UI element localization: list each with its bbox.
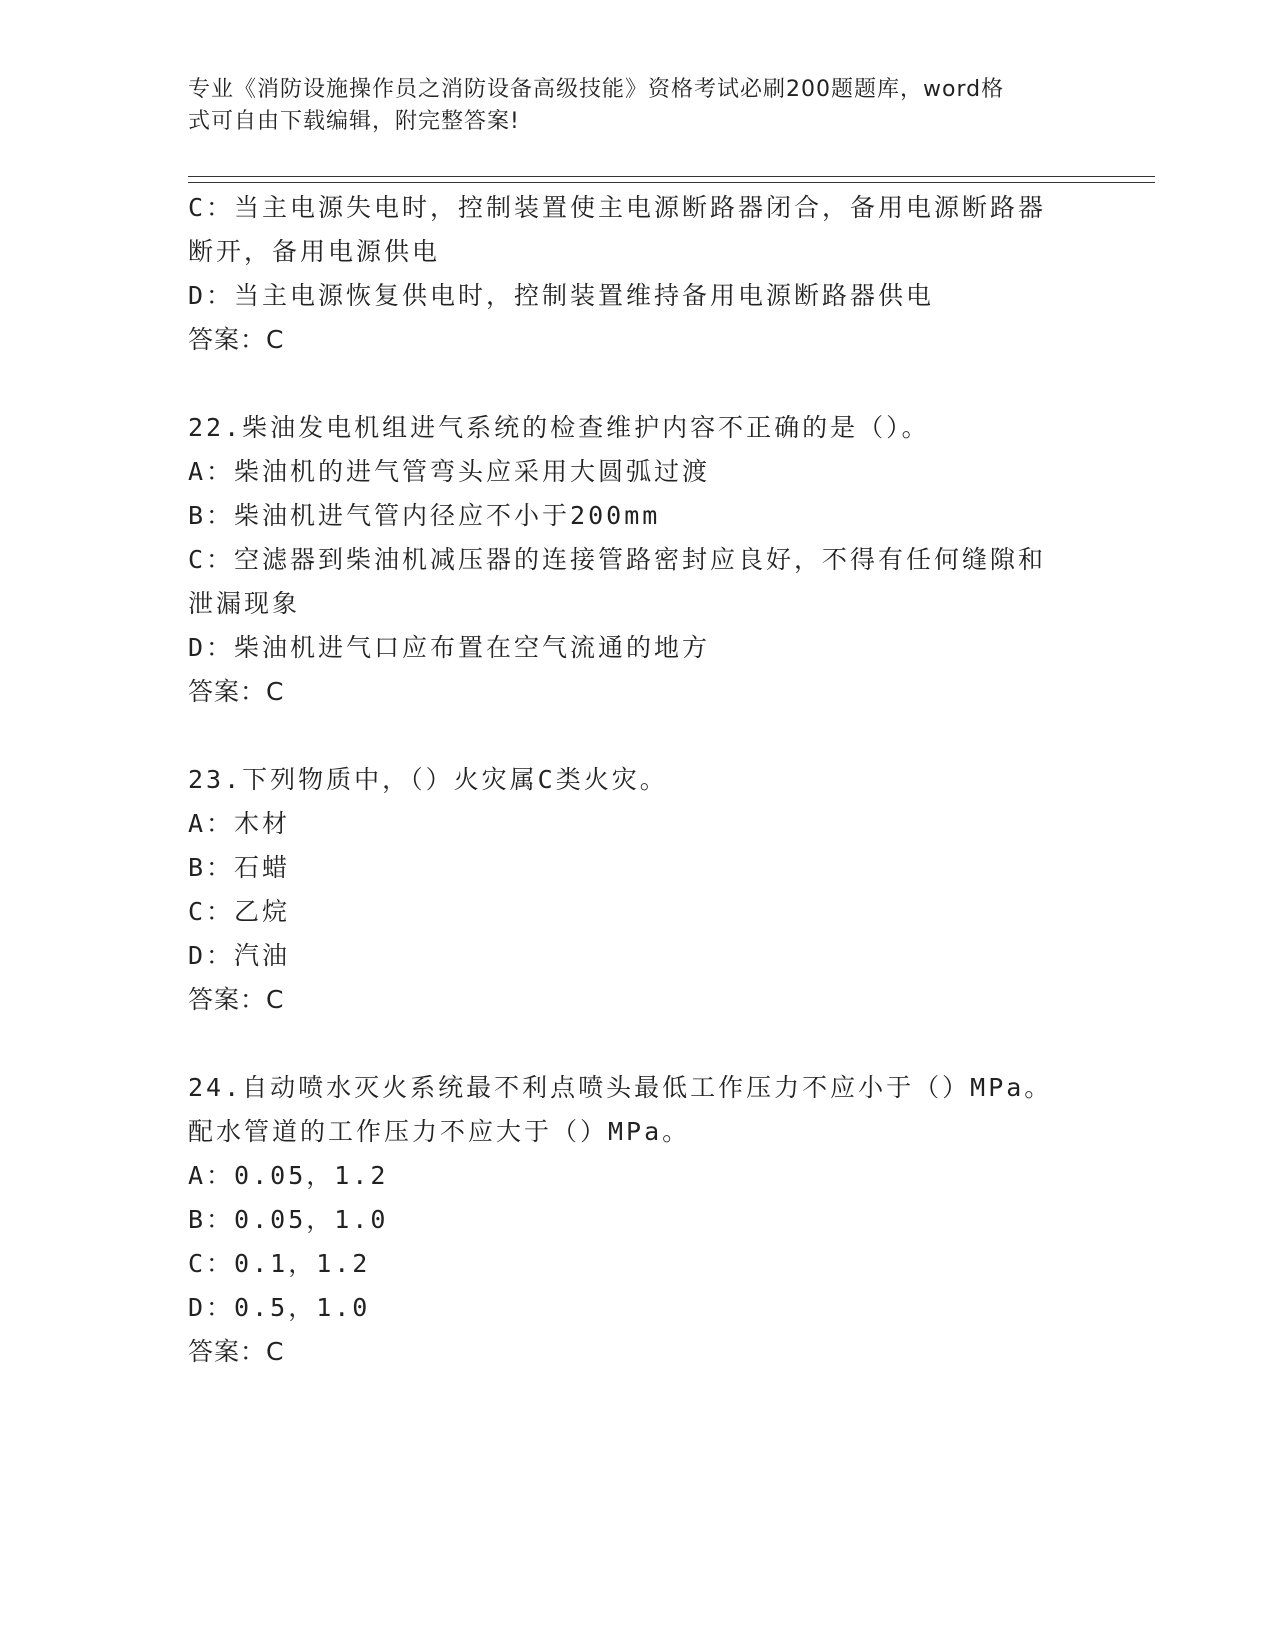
document-header: [188, 74, 1068, 138]
q22-option-d: D：柴油机进气口应布置在空气流通的地方: [188, 633, 711, 662]
q24-option-d: D：0.5，1.0: [188, 1293, 371, 1322]
q24-answer: 答案：C: [188, 1337, 285, 1366]
header-line-2: 式可自由下载编辑，附完整答案!: [188, 109, 520, 134]
q21-option-c-line-2: 断开，备用电源供电: [188, 237, 441, 266]
q24-option-a: A：0.05，1.2: [188, 1161, 389, 1190]
q22-option-a: A：柴油机的进气管弯头应采用大圆弧过渡: [188, 457, 711, 486]
q21-answer: 答案：C: [188, 325, 285, 354]
q22-option-c-line-1: C：空滤器到柴油机减压器的连接管路密封应良好，不得有任何缝隙和: [188, 545, 1047, 574]
q22-option-c-line-2: 泄漏现象: [188, 589, 301, 618]
q21-option-c-line-1: C：当主电源失电时，控制装置使主电源断路器闭合，备用电源断路器: [188, 193, 1047, 222]
q23-option-a: A：木材: [188, 809, 291, 838]
header-rule-top: [188, 176, 1155, 177]
q23-option-d: D：汽油: [188, 941, 291, 970]
q24-option-b: B：0.05，1.0: [188, 1205, 389, 1234]
q22-question: 22.柴油发电机组进气系统的检查维护内容不正确的是（）。: [188, 413, 930, 442]
q21-option-d: D：当主电源恢复供电时，控制装置维持备用电源断路器供电: [188, 281, 935, 310]
q23-option-b: B：石蜡: [188, 853, 291, 882]
q24-question-line-1: 24.自动喷水灭火系统最不利点喷头最低工作压力不应小于（）MPa。: [188, 1073, 1053, 1102]
q23-answer: 答案：C: [188, 985, 285, 1014]
q24-option-c: C：0.1，1.2: [188, 1249, 371, 1278]
q23-question: 23.下列物质中，（）火灾属C类火灾。: [188, 765, 668, 794]
q22-option-b: B：柴油机进气管内径应不小于200mm: [188, 501, 661, 530]
q24-question-line-2: 配水管道的工作压力不应大于（）MPa。: [188, 1117, 691, 1146]
header-rule-bottom: [188, 182, 1155, 183]
q22-answer: 答案：C: [188, 677, 285, 706]
header-line-1: 专业《消防设施操作员之消防设备高级技能》资格考试必刷200题题库，word格: [188, 77, 1005, 102]
q23-option-c: C：乙烷: [188, 897, 291, 926]
